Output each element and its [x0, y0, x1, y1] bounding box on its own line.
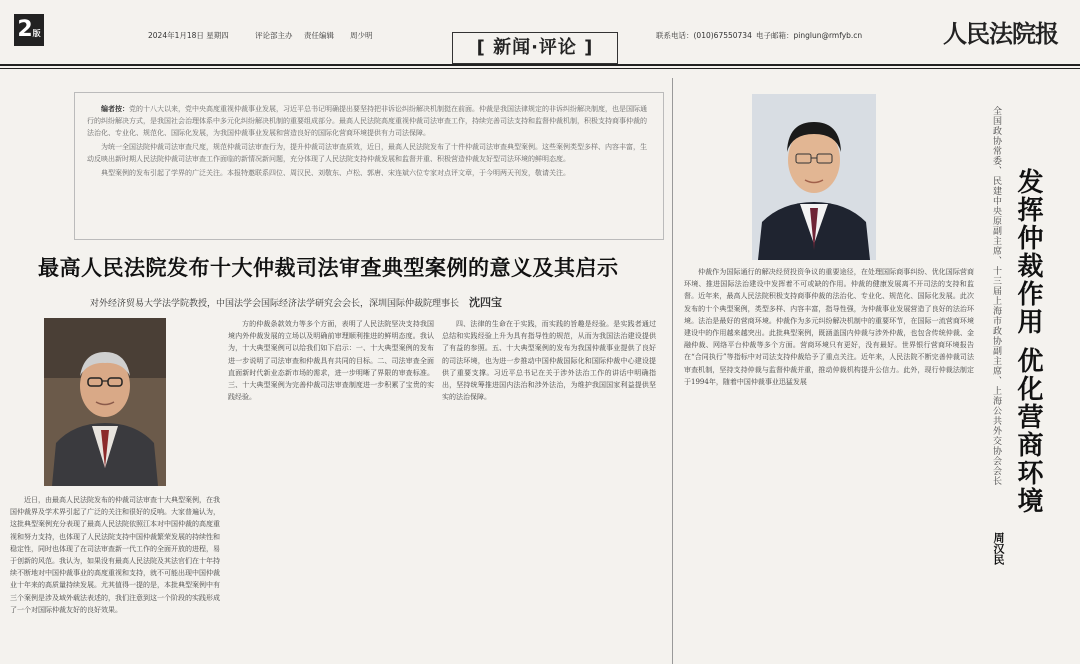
contact-phone: 联系电话：(010)67550734	[656, 31, 752, 40]
column-divider	[672, 78, 673, 664]
editor-note-label: 编者按：	[101, 104, 129, 113]
page-number: 2版	[14, 14, 44, 46]
editor-note	[74, 92, 664, 240]
article-left-col2: 方的仲裁条款效力等多个方面，表明了人民法院坚决支持我国境内外仲裁发展的立场以及明确前审理顺利推进的鲜明态度。我认为，十大典型案例可以给我们如下启示：一、十大典型案例的发布进一步说明了司法审查和仲裁具有共同的目标。二、司法审查全面直面新时代新业态新市场的需求，进一步明晰了界限的审查标准。三、十大典型案例为完善仲裁司法审查制度进一步积累了宝贵的实践经验。	[228, 320, 434, 402]
article-left-col1: 近日，由最高人民法院发布的仲裁司法审查十大典型案例，在我国仲裁界及学术界引起了广泛的关注和很好的反响。大家普遍认为，这批典型案例充分表现了最高人民法院依照江本对中国仲裁的高度重视和努力支持，也体现了人民法院支持中国仲裁繁荣发展的持续性和稳定性，同时也体现了在司法审查新一代工作的全面开放的进程，易于创新的风范。我认为，如果没有最高人民法院及其法官们在十年持续不断地对中国仲裁事业的高度重视和支持，就不可能出现中国仲裁业十年来的高质量持续发展。尤其值得一提的是，本批典型案例中有三个案例是涉及域外载法表述的，我们注意到这一个阶段的实践形成了一个对国际仲裁友好的良好效果。	[10, 496, 220, 614]
page-suffix: 版	[32, 29, 41, 38]
section-title: [ 新闻·评论 ]	[452, 32, 618, 64]
right-article-author-title: 全国政协常委、民建中央原副主席、十三届上海市政协副主席、上海公共外交协会会长	[991, 106, 1001, 486]
masthead-logo: 人民法院报	[943, 19, 1058, 48]
editor-label: 责任编辑	[304, 31, 334, 40]
editor-note-p2: 为统一全国法院仲裁司法审查尺度，规范仲裁司法审查行为，提升仲裁司法审查质效，近日，最高人民法院发布了十件仲裁司法审查典型案例。这些案例类型多样、内容丰富，生动反映出新时期人民法院仲裁司法审查工作面临的新情况新问题，充分体现了人民法院支持仲裁发展和监督并重、积极营造仲裁友好型司法环境的鲜明态度。	[87, 143, 647, 163]
right-article-author: 周汉民	[992, 532, 1005, 565]
author-name: 沈四宝	[469, 296, 503, 309]
typesetter: 周少明	[350, 31, 373, 40]
editor-note-p3: 典型案例的发布引起了学界的广泛关注。本报特邀联系四位、周汉民、刘敬东、卢松、郭唐、宋连斌六位专家对点评文章，于今明两天刊发，敬请关注。	[101, 169, 570, 177]
author-photo-zhou	[752, 94, 876, 260]
header-rule-thin	[0, 68, 1080, 69]
right-article-title: 发挥仲裁作用 优化营商环境	[1013, 168, 1043, 516]
right-article-body: 仲裁作为国际通行的解决经贸投资争议的重要途径，在处理国际商事纠纷、优化国际营商环境、推进国际法治建设中发挥着不可或缺的作用。仲裁的健康发展离不开司法的支持和监督。近年来，最高人民法院积极支持商事仲裁的法治化、专业化、规范化、国际化发展。此次发布的十个典型案例，类型多样、内容丰富，指导性强，为仲裁事业发展营造了良好的法治环境。法治是最好的营商环境。仲裁作为多元纠纷解决机制中的重要环节，在国际一流营商环境建设中的作用越来越突出。此批典型案例，既涵盖国内仲裁与涉外仲裁，也包含传统仲裁、金融仲裁、网络平台仲裁等多个方面。营商环境只有更好，没有最好。世界银行营商环境报告在“合同执行”等指标中对司法支持仲裁给予了重点关注。近年来，人民法院不断完善仲裁司法审查机制，坚持支持仲裁与监督仲裁并重，推动仲裁机构提升公信力。此外，现行仲裁法制定于1994年，随着中国仲裁事业迅猛发展	[684, 268, 974, 386]
contact-email: 电子邮箱：pinglun@rmfyb.cn	[756, 31, 863, 40]
editor-note-p1: 编者按：党的十八大以来，党中央高度重视仲裁事业发展，习近平总书记明确提出要坚持把非诉讼纠纷解决机制挺在前面。仲裁是我国法律规定的非诉纠纷解决制度，也是国际通行的纠纷解决方式，是我国社会治理体系中多元化纠纷解决机制的重要组成部分。最高人民法院高度重视仲裁司法审查工作，持续完善司法支持和监督仲裁机制，积极支持商事仲裁的法治化、专业化、规范化、国际化发展，为我国仲裁事业发展和营造良好的国际化营商环境提供有力司法保障。	[87, 104, 647, 137]
header-rule	[0, 64, 1080, 66]
article-byline: 对外经济贸易大学法学院教授，中国法学会国际经济法学研究会会长，深圳国际仲裁院理事长 沈四宝	[90, 296, 503, 309]
section-organizer: 评论部主办	[255, 31, 293, 40]
article-headline: 最高人民法院发布十大仲裁司法审查典型案例的意义及其启示	[38, 255, 619, 280]
article-left-col3: 四、法律的生命在于实践，而实践的旨趣是经验。是实践者通过总结和实践经验上升为具有指导性的规范，从而为我国法治建设提供了有益的参照。五、十大典型案例的发布为我国仲裁事业提供了良好的司法环境，也为进一步推动中国仲裁国际化和国际仲裁中心建设提供了重要支撑。习近平总书记在关于涉外法治工作的讲话中明确指出，坚持统筹推进国内法治和涉外法治，为维护我国国家利益提供坚实的法治保障。	[442, 320, 656, 402]
author-photo-shen	[44, 318, 166, 486]
issue-date: 2024年1月18日 星期四	[148, 31, 229, 40]
